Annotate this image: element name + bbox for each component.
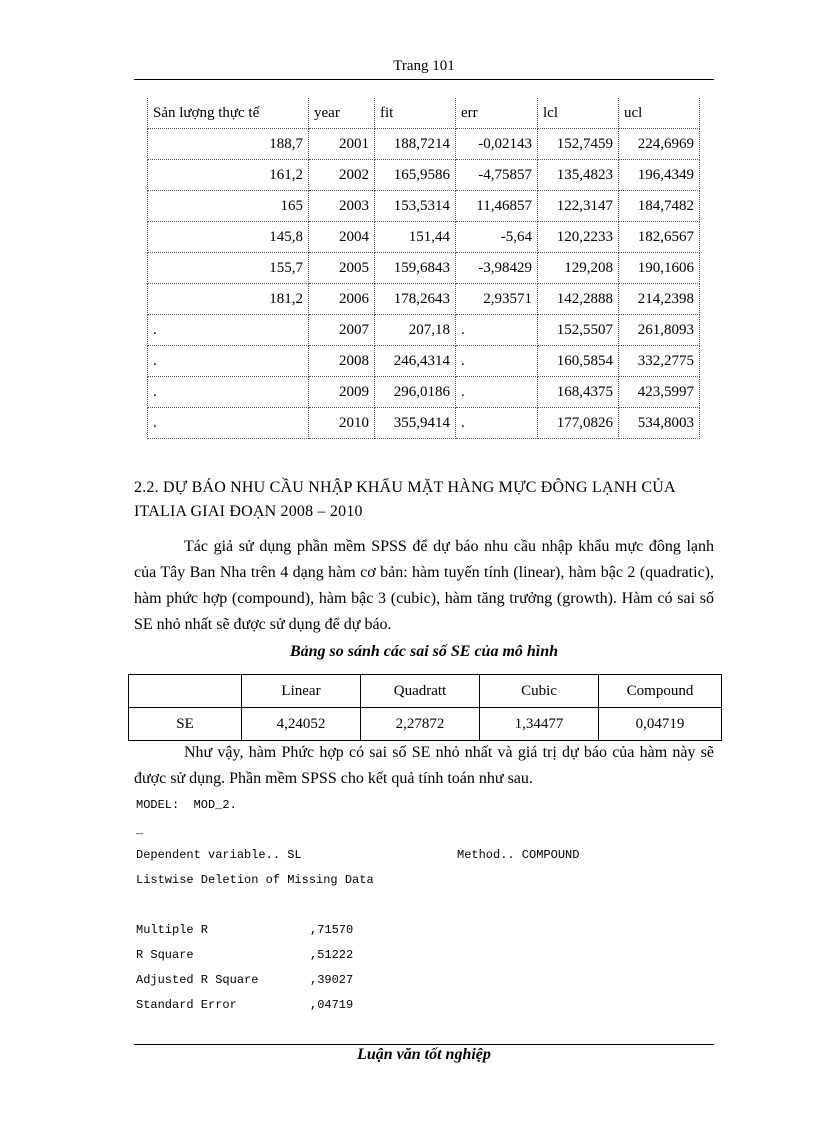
table-cell: 155,7 (148, 253, 309, 284)
table-cell: 122,3147 (538, 191, 619, 222)
spss-stat-value: ,39027 (310, 973, 354, 987)
table-row (148, 222, 700, 253)
header-cell: Sản lượng thực tế (148, 98, 309, 129)
table-cell: -0,02143 (456, 129, 538, 160)
table-row (148, 377, 700, 408)
table-cell: 207,18 (375, 315, 456, 346)
table-cell: 165 (148, 191, 309, 222)
table-row (148, 191, 700, 222)
table-cell: 2008 (309, 346, 375, 377)
se-comparison-table (128, 674, 722, 741)
header-cell: Quadratt (361, 675, 480, 708)
table-cell: 261,8093 (619, 315, 700, 346)
header-cell: Compound (599, 675, 722, 708)
header-rule (134, 79, 714, 80)
footer-rule (134, 1044, 714, 1045)
table-header-row (129, 675, 722, 708)
table-cell: 2001 (309, 129, 375, 160)
spss-stat-value: ,71570 (310, 923, 354, 937)
table-cell: 2,27872 (361, 708, 480, 741)
table-cell: 153,5314 (375, 191, 456, 222)
table-cell: . (456, 408, 538, 439)
table-cell: 142,2888 (538, 284, 619, 315)
table-cell: 159,6843 (375, 253, 456, 284)
table-cell: 2007 (309, 315, 375, 346)
spss-stat-label: R Square (136, 948, 194, 962)
table-cell: . (456, 315, 538, 346)
table-cell: 2010 (309, 408, 375, 439)
table-cell: 151,44 (375, 222, 456, 253)
table-row (148, 253, 700, 284)
table-cell: . (148, 408, 309, 439)
table-cell: . (148, 346, 309, 377)
table-cell: 152,5507 (538, 315, 619, 346)
table-cell: 214,2398 (619, 284, 700, 315)
table-row (148, 346, 700, 377)
table-cell: -3,98429 (456, 253, 538, 284)
spss-stat-value: ,04719 (310, 998, 354, 1012)
table-caption: Bảng so sánh các sai số SE của mô hình (289, 643, 559, 660)
table-cell: 177,0826 (538, 408, 619, 439)
header-cell: err (456, 98, 538, 129)
table-cell: 2005 (309, 253, 375, 284)
table-cell: -5,64 (456, 222, 538, 253)
forecast-table-body (148, 129, 700, 439)
table-cell: 2003 (309, 191, 375, 222)
paragraph-conclusion: Như vậy, hàm Phức hợp có sai số SE nhỏ nhất và giá trị dự báo của hàm này sẽ được sử dụng. Phần mềm SPSS cho kết quả tính toán như sau. (134, 744, 714, 787)
table-cell: 188,7 (148, 129, 309, 160)
table-cell: 423,5997 (619, 377, 700, 408)
table-cell: 188,7214 (375, 129, 456, 160)
table-cell: 165,9586 (375, 160, 456, 191)
table-cell: . (456, 377, 538, 408)
table-cell: 145,8 (148, 222, 309, 253)
table-cell: 2002 (309, 160, 375, 191)
table-cell: 534,8003 (619, 408, 700, 439)
table-cell: SE (129, 708, 242, 741)
table-cell: 0,04719 (599, 708, 722, 741)
table-cell: 355,9414 (375, 408, 456, 439)
table-cell: 246,4314 (375, 346, 456, 377)
table-cell: 182,6567 (619, 222, 700, 253)
table-cell: 1,34477 (480, 708, 599, 741)
table-cell: 168,4375 (538, 377, 619, 408)
table-cell: 196,4349 (619, 160, 700, 191)
header-cell: year (309, 98, 375, 129)
table-cell: 332,2775 (619, 346, 700, 377)
table-cell: -4,75857 (456, 160, 538, 191)
forecast-table (147, 98, 700, 439)
header-cell: fit (375, 98, 456, 129)
section-heading: 2.2. DỰ BÁO NHU CẦU NHẬP KHẨU MẶT HÀNG MỰC ĐÔNG LẠNH CỦA ITALIA GIAI ĐOẠN 2008 – 2010 (134, 479, 675, 520)
table-cell: . (148, 377, 309, 408)
header-cell: Linear (242, 675, 361, 708)
table-cell: . (148, 315, 309, 346)
table-row (148, 315, 700, 346)
spss-stat-label: Standard Error (136, 998, 237, 1012)
table-cell: 160,5854 (538, 346, 619, 377)
table-cell: 2,93571 (456, 284, 538, 315)
table-cell: 2004 (309, 222, 375, 253)
table-row (148, 160, 700, 191)
header-cell: Cubic (480, 675, 599, 708)
table-cell: 2009 (309, 377, 375, 408)
table-cell: 129,208 (538, 253, 619, 284)
spss-stat-value: ,51222 (310, 948, 354, 962)
table-cell: 178,2643 (375, 284, 456, 315)
table-cell: 2006 (309, 284, 375, 315)
table-cell: . (456, 346, 538, 377)
table-row (148, 408, 700, 439)
spss-stat-label: Adjusted R Square (136, 973, 259, 987)
table-row (148, 284, 700, 315)
spss-stat-label: Multiple R (136, 923, 209, 937)
table-cell: 152,7459 (538, 129, 619, 160)
spss-listwise: Listwise Deletion of Missing Data (136, 873, 374, 887)
table-cell: 181,2 (148, 284, 309, 315)
table-header-row (148, 98, 700, 129)
table-cell: 296,0186 (375, 377, 456, 408)
spss-method: Method.. COMPOUND (457, 848, 580, 862)
table-cell: 4,24052 (242, 708, 361, 741)
table-cell: 184,7482 (619, 191, 700, 222)
page-footer: Luận văn tốt nghiệp (357, 1046, 491, 1063)
header-cell: ucl (619, 98, 700, 129)
spss-model-line: MODEL: MOD_2. (136, 798, 237, 812)
table-cell: 11,46857 (456, 191, 538, 222)
paragraph-intro: Tác giả sử dụng phần mềm SPSS để dự báo nhu cầu nhập khẩu mực đông lạnh của Tây Ban Nha trên 4 dạng hàm cơ bản: hàm tuyến tính (linear), hàm bậc 2 (quadratic), hàm phức hợp (compound), hàm bậc 3 (cubic), hàm tăng trưởng (growth). Hàm có sai số SE nhỏ nhất sẽ được sử dụng để dự báo. (134, 538, 714, 633)
table-row (148, 129, 700, 160)
header-cell (129, 675, 242, 708)
header-cell: lcl (538, 98, 619, 129)
table-row (129, 708, 722, 741)
table-cell: 120,2233 (538, 222, 619, 253)
table-cell: 135,4823 (538, 160, 619, 191)
table-cell: 190,1606 (619, 253, 700, 284)
spss-dash: _ (136, 823, 144, 837)
table-cell: 161,2 (148, 160, 309, 191)
page-header: Trang 101 (393, 58, 455, 74)
spss-dependent-variable: Dependent variable.. SL (136, 848, 302, 862)
table-cell: 224,6969 (619, 129, 700, 160)
